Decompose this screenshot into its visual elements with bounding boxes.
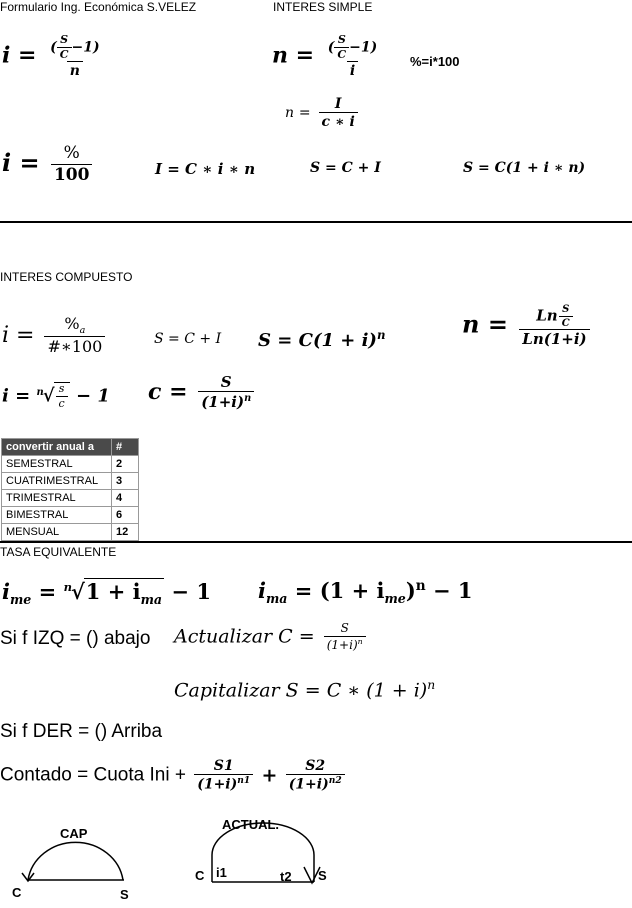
- section-title-simple: INTERES SIMPLE: [273, 0, 373, 14]
- period-name: BIMESTRAL: [2, 507, 112, 524]
- formula-ima: $i_{ma} = (1 + i_{me})^n - 1$: [258, 578, 473, 607]
- formula-contado: Contado = Cuota Ini + $\frac{S1}{(1+i)^{n1}}$ + $\frac{S2}{(1+i)^{n2}}$: [0, 758, 348, 793]
- formula-c-compound: c = $\frac{S}{(1+i)^n}$: [148, 374, 257, 412]
- formula-i-simple: i = ( $\frac{S}{C}$ −1) n: [2, 33, 100, 80]
- period-name: CUATRIMESTRAL: [2, 473, 112, 490]
- table-row: [2, 456, 139, 473]
- formula-interest: I = C ∗ i ∗ n: [155, 160, 256, 178]
- formula-sum-simple: S = C + I: [310, 160, 381, 176]
- formula-i-root: i = $^n$√ $\frac{s}{c}$ − 1: [2, 382, 110, 410]
- period-name: TRIMESTRAL: [2, 490, 112, 507]
- actual-i1-label: i1: [216, 865, 227, 880]
- formula-i-compound: i = $\frac{\%_a}{\#∗100}$: [2, 315, 108, 357]
- percent-note: %=i*100: [410, 54, 460, 69]
- table-row: [2, 507, 139, 524]
- divider-1: [0, 221, 632, 223]
- cap-diagram: [10, 823, 140, 903]
- period-count: 12: [112, 524, 139, 541]
- section-title-compound: INTERES COMPUESTO: [0, 270, 133, 284]
- cap-right-label: S: [120, 887, 129, 902]
- section-title-equivalent: TASA EQUIVALENTE: [0, 545, 117, 559]
- formula-n-interest: n = $\frac{I}{c ∗ i}$: [285, 96, 361, 130]
- actual-t2-label: t2: [280, 869, 292, 884]
- formula-capitalize: Capitalizar S = C ∗ $(1 + i)^n$: [174, 678, 436, 702]
- actual-diagram: [192, 815, 342, 900]
- formula-sum-compound: S = C + I: [154, 331, 222, 347]
- cap-left-label: C: [12, 885, 22, 900]
- formula-future-compound: $S = C(1 + i)^n$: [258, 328, 386, 351]
- actual-label: ACTUAL.: [222, 817, 280, 832]
- period-count: 2: [112, 456, 139, 473]
- formula-future-simple: S = C(1 + i ∗ n): [463, 160, 586, 176]
- period-count: 3: [112, 473, 139, 490]
- left-rule-text: Si f IZQ = () abajo: [0, 628, 151, 649]
- table-row: [2, 473, 139, 490]
- cap-label: CAP: [60, 826, 88, 841]
- formula-actualize: Actualizar C = $\frac{S}{(1+i)^n}$: [174, 622, 369, 653]
- period-count: 6: [112, 507, 139, 524]
- formula-n-simple: n = ( $\frac{S}{C}$ −1) i: [272, 33, 378, 80]
- period-count: 4: [112, 490, 139, 507]
- formula-i-percent: i = $\frac{\%}{100}$: [2, 144, 95, 185]
- column-header: convertir anual a: [2, 439, 112, 456]
- formula-n-compound: n = Ln $\frac{S}{C}$ Ln(1+i): [462, 304, 593, 348]
- formula-ime: $i_{me} = ^n√1 + i_{ma} - 1$: [2, 579, 211, 608]
- conversion-table: [1, 438, 139, 541]
- period-name: SEMESTRAL: [2, 456, 112, 473]
- table-row: [2, 524, 139, 541]
- table-header-row: [2, 439, 139, 456]
- period-name: MENSUAL: [2, 524, 112, 541]
- right-rule-text: Si f DER = () Arriba: [0, 721, 163, 742]
- actual-right-label: S: [318, 868, 327, 883]
- table-row: [2, 490, 139, 507]
- column-header: #: [112, 439, 139, 456]
- actual-left-label: C: [195, 868, 205, 883]
- cap-arc: [28, 842, 123, 880]
- document-title: Formulario Ing. Económica S.VELEZ: [0, 0, 197, 14]
- divider-2: [0, 541, 632, 543]
